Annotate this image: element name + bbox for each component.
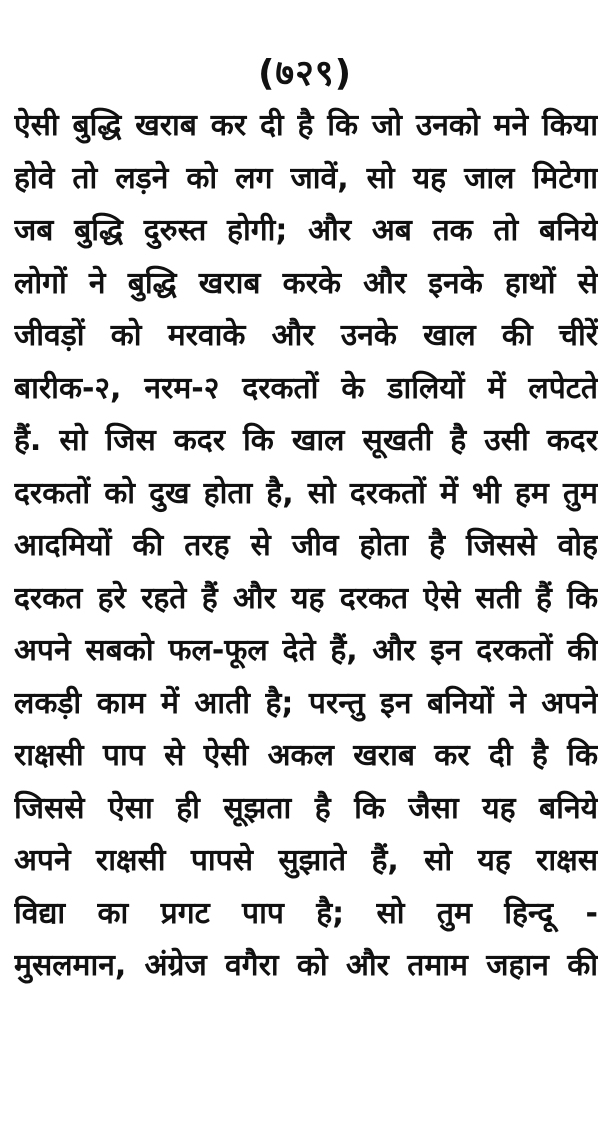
- text-line-16: विद्या का प्रगट पाप है; सो तुम हिन्दू -: [14, 895, 598, 931]
- text-line-6: बारीक-२, नरम-२ दरकतों के डालियों में लपेटते: [14, 370, 598, 406]
- text-line-5: जीवड़ों को मरवाके और उनके खाल की चीरें: [14, 318, 598, 353]
- text-line-13: राक्षसी पाप से ऐसी अकल खराब कर दी है कि: [14, 738, 598, 773]
- text-line-7: हैं. सो जिस कदर कि खाल सूखती है उसी कदर: [14, 423, 598, 458]
- page-number: (७२९): [257, 53, 353, 94]
- text-line-8: दरकतों को दुख होता है, सो दरकतों में भी हम तुम: [14, 475, 598, 511]
- text-line-3: जब बुद्धि दुरुस्त होगी; और अब तक तो बनिये: [14, 213, 598, 248]
- text-line-10: दरकत हरे रहते हैं और यह दरकत ऐसे सती हैं कि: [14, 580, 598, 616]
- text-line-2: होवे तो लड़ने को लग जावें, सो यह जाल मिटेगा: [14, 160, 598, 196]
- text-line-14: जिससे ऐसा ही सूझता है कि जैसा यह बनिये: [14, 790, 598, 826]
- body-text: [14, 100, 598, 993]
- text-line-4: लोगों ने बुद्धि खराब करके और इनके हाथों से: [14, 265, 598, 301]
- text-line-1: ऐसी बुद्धि खराब कर दी है कि जो उनको मने किया: [14, 108, 598, 143]
- text-line-15: अपने राक्षसी पापसे सुझाते हैं, सो यह राक्षस: [14, 843, 598, 878]
- text-line-12: लकड़ी काम में आती है; परन्तु इन बनियों ने अपने: [14, 685, 598, 721]
- text-line-11: अपने सबको फल-फूल देते हैं, और इन दरकतों की: [14, 633, 598, 668]
- text-line-9: आदमियों की तरह से जीव होता है जिससे वोह: [14, 528, 598, 563]
- text-line-17: मुसलमान, अंग्रेज वगैरा को और तमाम जहान की: [14, 948, 598, 983]
